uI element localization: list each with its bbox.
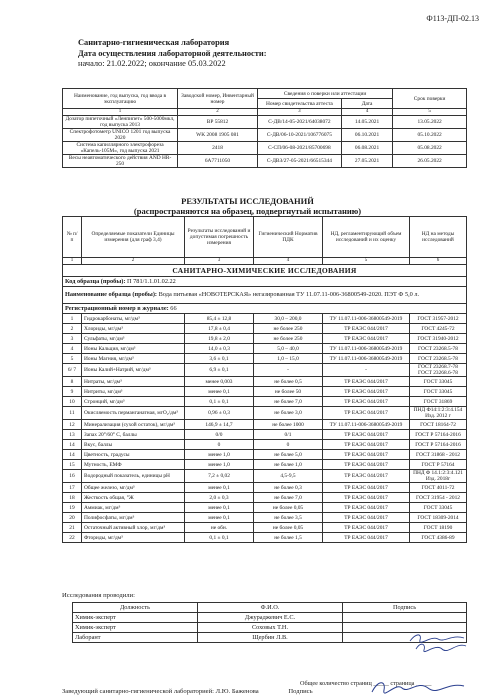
result-indicator: Стронций, мг/дм³ [82, 397, 185, 407]
result-nd-method: ГОСТ 31954 - 2012 [410, 493, 467, 503]
result-nd-method: ГОСТ 33045 [410, 387, 467, 397]
result-indicator: Водородный показатель, единицы рН [82, 470, 185, 483]
eq-cert: С-ДВ/14-05-2021/64038072 [257, 116, 341, 129]
result-norm: не более 3,0 [254, 407, 323, 420]
result-nd-reg: ТР ЕАЭС 044/2017 [323, 523, 410, 533]
page-blank: _____ [415, 680, 432, 687]
result-num: 17 [63, 483, 82, 493]
result-value: 6,9 ± 0,1 [185, 364, 254, 377]
staff-fio: Соховых Т.Н. [198, 623, 343, 633]
staff-header-fio: Ф.И.О. [198, 603, 343, 613]
result-indicator: Фториды, мг/дм³ [82, 533, 185, 543]
result-nd-reg: ТР ЕАЭС 044/2017 [323, 493, 410, 503]
result-num: 18 [63, 493, 82, 503]
results-title [0, 196, 495, 216]
eq-cert: С-СП/06-08-2021/85700698 [257, 142, 341, 155]
res-col-num: 3 [185, 258, 254, 265]
result-value: 3,6 ± 0,1 [185, 354, 254, 364]
eq-header-serial: Заводской номер, Инвентарный номер [178, 89, 258, 109]
header-activity-date: Дата осуществления лабораторной деятельности: [78, 48, 267, 58]
result-nd-method: ГОСТ 31940-2012 [410, 334, 467, 344]
staff-position: Химик-эксперт [73, 623, 198, 633]
result-num: 1 [63, 314, 82, 324]
result-norm: не более 5,0 [254, 450, 323, 460]
lab-head-label: Заведующий санитарно-гигиенической лабораторией: [62, 688, 214, 695]
result-row [63, 533, 467, 543]
result-norm: не более 7,0 [254, 493, 323, 503]
result-nd-reg: ТР ЕАЭС 044/2017 [323, 430, 410, 440]
result-num: 12 [63, 420, 82, 430]
result-nd-method: ГОСТ 33045 [410, 377, 467, 387]
result-value: 0,1 ± 0,1 [185, 397, 254, 407]
result-num: 10 [63, 397, 82, 407]
result-row [63, 513, 467, 523]
result-nd-method: ГОСТ 23268.7-78 ГОСТ 23268.6-78 [410, 364, 467, 377]
result-nd-method: ГОСТ 31869 [410, 397, 467, 407]
result-nd-method: ГОСТ Р 57164-2016 [410, 430, 467, 440]
eq-name: Спектрофотометр UNICO 1201 год выпуска 2020 [63, 129, 178, 142]
eq-date: 14.05.2021 [341, 116, 392, 129]
reg-number [63, 304, 467, 314]
eq-name: Дозатор пипеточный «Ленпипет» 500-5000мкл, год выпуска 2013 [63, 116, 178, 129]
result-row [63, 503, 467, 513]
result-row [63, 407, 467, 420]
result-nd-reg: ТР ЕАЭС 044/2017 [323, 483, 410, 493]
result-norm: не более 250 [254, 324, 323, 334]
result-indicator: Гидрокарбонаты, мг/дм³ [82, 314, 185, 324]
result-nd-reg: ТР ЕАЭС 044/2017 [323, 450, 410, 460]
result-norm: - [254, 364, 323, 377]
sample-name-value: Вода питьевая «НОВОТЕРСКАЯ» негазированная ТУ 11.07.11-006-36800549-2020. ПЭТ Ф 5,0 л. [158, 291, 420, 298]
results-body [63, 314, 467, 543]
result-indicator: Мутность, ЕМФ [82, 460, 185, 470]
result-row [63, 430, 467, 440]
result-nd-reg: ТУ 11.07.11-006-36800549-2019 [323, 354, 410, 364]
sample-code-value: П 781/1.1.01.02.22 [127, 277, 176, 285]
eq-header-verify: Сведения о поверки или аттестации [257, 89, 392, 99]
result-indicator: Ионы Калий+Натрий, мг/дм³ [82, 364, 185, 377]
result-indicator: Запах 20°/60° С, баллы [82, 430, 185, 440]
result-num: 14 [63, 450, 82, 460]
result-num: 6/ 7 [63, 364, 82, 377]
result-indicator: Остаточный активный хлор, мг/дм³ [82, 523, 185, 533]
eq-header-name: Наименование, год выпуска, год ввода в эксплуатацию [63, 89, 178, 109]
result-nd-method: ГОСТ 18309-2014 [410, 513, 467, 523]
result-norm: не более 0,3 [254, 483, 323, 493]
result-value: менее 0,003 [185, 377, 254, 387]
eq-header-cert: Номер свидетельства аттеста [257, 99, 341, 109]
result-row [63, 523, 467, 533]
result-nd-reg: ТР ЕАЭС 044/2017 [323, 470, 410, 483]
reg-number-value: 66 [170, 304, 177, 312]
result-value: 0,96 ± 0,3 [185, 407, 254, 420]
eq-serial: ВР 55812 [178, 116, 258, 129]
result-norm: не более 1000 [254, 420, 323, 430]
eq-cert: С-ДВ/06-10-2021/106776075 [257, 129, 341, 142]
result-value: 19,8 ± 2,0 [185, 334, 254, 344]
result-nd-reg: ТР ЕАЭС 044/2017 [323, 397, 410, 407]
eq-name: Весы неавтоматического действия AND HR-250 [63, 155, 178, 168]
document-header [78, 38, 267, 70]
result-nd-reg: ТР ЕАЭС 044/2017 [323, 503, 410, 513]
result-row [63, 334, 467, 344]
result-value: 0,1 ± 0,1 [185, 533, 254, 543]
sample-name-label: Наименование образца (пробы): [65, 291, 158, 298]
form-code: Ф113-ДП-02.13 [426, 14, 479, 23]
result-nd-method: ГОСТ 4386-89 [410, 533, 467, 543]
result-num: 2 [63, 324, 82, 334]
result-nd-reg: ТУ 11.07.11-006-36800549-2019 [323, 420, 410, 430]
results-table [62, 216, 467, 543]
res-header-nd-method: НД на методы исследований [410, 217, 467, 258]
result-norm: не более 0,5 [254, 377, 323, 387]
result-value: менее 0,1 [185, 503, 254, 513]
result-row [63, 440, 467, 450]
result-num: 21 [63, 523, 82, 533]
result-row [63, 460, 467, 470]
lab-head-sign-label: Подпись [288, 688, 313, 695]
result-nd-reg: ТР ЕАЭС 044/2017 [323, 387, 410, 397]
eq-header-due: Срок поверки [393, 89, 467, 109]
eq-row [63, 129, 467, 142]
staff-header-position: Должность [73, 603, 198, 613]
result-nd-method: ГОСТ 31868 - 2012 [410, 450, 467, 460]
result-value: 2,0 ± 0,3 [185, 493, 254, 503]
result-indicator: Нитраты, мг/дм³ [82, 377, 185, 387]
result-nd-method: ГОСТ Р 57164 [410, 460, 467, 470]
eq-row [63, 116, 467, 129]
result-indicator: Аммиак, мг/дм³ [82, 503, 185, 513]
eq-row [63, 155, 467, 168]
result-value: менее 0,1 [185, 513, 254, 523]
staff-header-sign: Подпись [343, 603, 467, 613]
result-indicator: Нитриты, мг/дм³ [82, 387, 185, 397]
lab-head-line [62, 688, 313, 695]
result-row [63, 397, 467, 407]
staff-signature [343, 613, 467, 623]
result-nd-method: ПНД Ф14:1:2:3:4.154 Изд. 2012 г [410, 407, 467, 420]
result-norm: не более 0,05 [254, 523, 323, 533]
total-pages-label: Общее количество страниц [300, 680, 372, 687]
result-value: 0/0 [185, 430, 254, 440]
result-row [63, 377, 467, 387]
result-value: 0 [185, 440, 254, 450]
result-num: 4 [63, 344, 82, 354]
result-norm: не более 250 [254, 334, 323, 344]
result-num: 5 [63, 354, 82, 364]
res-col-num: 1 [63, 258, 82, 265]
eq-due: 05.10.2022 [393, 129, 467, 142]
result-row [63, 387, 467, 397]
result-num: 19 [63, 503, 82, 513]
eq-date: 06.10.2021 [341, 129, 392, 142]
eq-date: 27.05.2021 [341, 155, 392, 168]
result-nd-reg: ТР ЕАЭС 044/2017 [323, 513, 410, 523]
res-header-norm: Гигиенический Норматив ПДК [254, 217, 323, 258]
eq-serial: 2418 [178, 142, 258, 155]
result-norm: не более 1,5 [254, 533, 323, 543]
result-row [63, 493, 467, 503]
section-title: САНИТАРНО-ХИМИЧЕСКИЕ ИССЛЕДОВАНИЯ [63, 265, 467, 277]
result-norm: 0/1 [254, 430, 323, 440]
result-row [63, 314, 467, 324]
result-nd-method: ГОСТ 33045 [410, 503, 467, 513]
res-header-nd-reg: НД, регламентирующий объем исследований и их оценку [323, 217, 410, 258]
eq-header-date: Дата [341, 99, 392, 109]
result-nd-reg: ТР ЕАЭС 044/2017 [323, 334, 410, 344]
result-num: 8 [63, 377, 82, 387]
result-row [63, 344, 467, 354]
eq-col-num: 4 [341, 109, 392, 116]
result-indicator: Ионы Кальция, мг/дм³ [82, 344, 185, 354]
result-nd-reg: ТР ЕАЭС 044/2017 [323, 377, 410, 387]
result-nd-method: ГОСТ Р 57164-2016 [410, 440, 467, 450]
staff-position: Лаборант [73, 633, 198, 643]
result-num: 20 [63, 513, 82, 523]
res-header-num: № п/ п [63, 217, 82, 258]
header-end-label: окончание [148, 59, 186, 68]
result-norm: 30,0 – 200,0 [254, 314, 323, 324]
staff-row [73, 613, 467, 623]
equipment-table [62, 88, 467, 168]
result-indicator: Ионы Магния, мг/дм³ [82, 354, 185, 364]
result-indicator: Жесткость общая, °Ж [82, 493, 185, 503]
result-num: 14 [63, 440, 82, 450]
res-header-result: Результаты исследований и допустимая погрешность измерения [185, 217, 254, 258]
result-row [63, 483, 467, 493]
result-row [63, 324, 467, 334]
result-indicator: Окисляемость перманганатная, мгО₂/дм³ [82, 407, 185, 420]
result-nd-reg: ТР ЕАЭС 044/2017 [323, 533, 410, 543]
result-indicator: Хлориды, мг/дм³ [82, 324, 185, 334]
lab-head-name: Л.Ю. Баженова [215, 688, 259, 695]
result-num: 11 [63, 407, 82, 420]
result-value: не обн. [185, 523, 254, 533]
eq-name: Система капиллярного электрофореза «Капель-105М», год выпуска 2021 [63, 142, 178, 155]
header-start-date: 21.02.2022; [106, 59, 147, 68]
result-indicator: Сульфаты, мг/дм³ [82, 334, 185, 344]
result-value: менее 1,0 [185, 460, 254, 470]
result-norm: 4,5-9,5 [254, 470, 323, 483]
result-nd-reg: ТР ЕАЭС 044/2017 [323, 460, 410, 470]
result-indicator: Полифосфаты, мг/дм³ [82, 513, 185, 523]
eq-col-num: 2 [178, 109, 258, 116]
eq-col-num: 3 [257, 109, 341, 116]
sample-code-label: Код образца (пробы): [65, 277, 126, 285]
staff-position: Химик-эксперт [73, 613, 198, 623]
eq-col-num: 5 [393, 109, 467, 116]
result-value: 85,4 ± 12,8 [185, 314, 254, 324]
result-nd-reg: ТР ЕАЭС 044/2017 [323, 440, 410, 450]
result-nd-method: ГОСТ 18164-72 [410, 420, 467, 430]
result-value: 146,9 ± 14,7 [185, 420, 254, 430]
eq-col-num: 1 [63, 109, 178, 116]
result-nd-reg: ТР ЕАЭС 044/2017 [323, 324, 410, 334]
result-nd-method: ГОСТ 4245-72 [410, 324, 467, 334]
result-nd-method: ГОСТ 4011-72 [410, 483, 467, 493]
result-nd-method: ГОСТ 31957-2012 [410, 314, 467, 324]
result-nd-reg: ТУ 11.07.11-006-36800549-2019 [323, 344, 410, 354]
header-lab-name: Санитарно-гигиеническая лаборатория [78, 38, 230, 47]
result-norm: 5,0 – 40,0 [254, 344, 323, 354]
result-nd-reg: ТР ЕАЭС 044/2017 [323, 407, 410, 420]
eq-serial: WK 2008 1905 081 [178, 129, 258, 142]
result-value: менее 1,0 [185, 450, 254, 460]
result-num: 9 [63, 387, 82, 397]
sample-code [63, 277, 467, 287]
result-nd-method: ГОСТ 23268.5-78 [410, 354, 467, 364]
header-start-label: начало: [78, 59, 105, 68]
result-num: 13 [63, 430, 82, 440]
result-indicator: Цветность, градусы [82, 450, 185, 460]
res-col-num: 5 [323, 258, 410, 265]
header-period [78, 59, 267, 70]
result-value: 17,8 ± 0,4 [185, 324, 254, 334]
signature-mark [414, 640, 470, 654]
result-row [63, 470, 467, 483]
res-col-num: 4 [254, 258, 323, 265]
res-col-num: 6 [410, 258, 467, 265]
result-num: 16 [63, 470, 82, 483]
result-norm: не более 50 [254, 387, 323, 397]
result-value: менее 0,1 [185, 387, 254, 397]
result-indicator: Вкус, баллы [82, 440, 185, 450]
result-row [63, 364, 467, 377]
staff-fio: Джураджевич Е.С. [198, 613, 343, 623]
result-row [63, 354, 467, 364]
eq-date: 06.08.2021 [341, 142, 392, 155]
result-norm: не более 7,0 [254, 397, 323, 407]
eq-cert: С-ДВЗ/27-05-2021/66515344 [257, 155, 341, 168]
results-title-sub: (распространяются на образец, подвергнутый испытанию) [133, 206, 362, 216]
result-norm: не более 3,5 [254, 513, 323, 523]
eq-due: 26.05.2022 [393, 155, 467, 168]
result-indicator: Минерализация (сухой остаток), мг/дм³ [82, 420, 185, 430]
result-nd-method: ПНД Ф 14.1:2:3:4.121 Изд. 2018г [410, 470, 467, 483]
res-header-indicator: Определяемые показатели Единицы измерения (для граф 3,4) [82, 217, 185, 258]
results-title-main: РЕЗУЛЬТАТЫ ИССЛЕДОВАНИЙ [181, 196, 314, 206]
staff-title: Исследования проводили: [62, 592, 135, 599]
result-nd-method: ГОСТ 18190 [410, 523, 467, 533]
eq-serial: 6А7711050 [178, 155, 258, 168]
eq-row [63, 142, 467, 155]
page-label: страница [390, 680, 415, 687]
header-end-date: 05.03.2022 [187, 59, 226, 68]
result-row [63, 450, 467, 460]
total-pages-blank: _____ [373, 680, 389, 687]
result-norm: 1,0 – 15,0 [254, 354, 323, 364]
head-signature [368, 676, 468, 698]
eq-due: 13.05.2022 [393, 116, 467, 129]
eq-due: 05.08.2022 [393, 142, 467, 155]
result-num: 22 [63, 533, 82, 543]
result-value: 7,2 ± 0,02 [185, 470, 254, 483]
res-col-num: 2 [82, 258, 185, 265]
result-row [63, 420, 467, 430]
result-nd-method: ГОСТ 23268.5-78 [410, 344, 467, 354]
result-indicator: Общее железо, мг/дм³ [82, 483, 185, 493]
sample-name [63, 287, 467, 304]
result-num: 3 [63, 334, 82, 344]
result-norm: не более 1,0 [254, 460, 323, 470]
result-value: 14,0 ± 0,3 [185, 344, 254, 354]
result-nd-reg: - [323, 364, 410, 377]
result-nd-reg: ТУ 11.07.11-006-36800549-2019 [323, 314, 410, 324]
staff-fio: Щербин Л.В. [198, 633, 343, 643]
result-norm: 0 [254, 440, 323, 450]
result-value: менее 0,1 [185, 483, 254, 493]
reg-number-label: Регистрационный номер в журнале: [65, 304, 169, 312]
result-norm: не более 0,05 [254, 503, 323, 513]
result-num: 15 [63, 460, 82, 470]
